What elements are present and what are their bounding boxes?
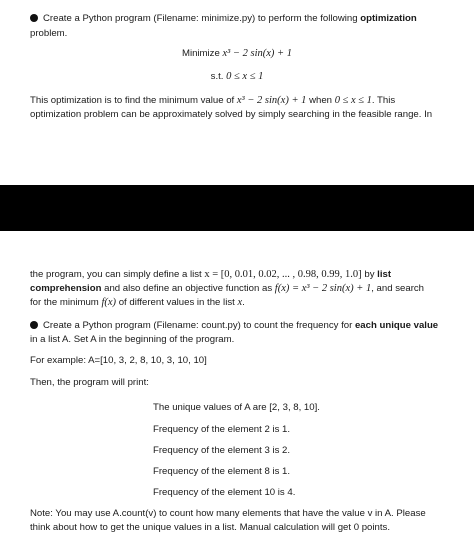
output-line-freq-10: Frequency of the element 10 is 4. (153, 487, 296, 498)
section1-desc-line1 (30, 94, 450, 108)
cont-text-a: the program, you can simply define a list (30, 269, 202, 280)
section1-intro-text: Create a Python program (Filename: minimize.py) to perform the following (43, 13, 361, 24)
bullet-icon (30, 321, 38, 329)
constraint-expression: 0 ≤ x ≤ 1 (226, 71, 264, 82)
output-line-freq-3: Frequency of the element 3 is 2. (153, 445, 291, 456)
fx-expression: f(x) (101, 297, 117, 308)
cont-text-b: by (364, 269, 375, 280)
objective-label: Minimize (181, 48, 220, 59)
section2-intro-bold: each unique value (354, 320, 439, 331)
objective-expression: x³ − 2 sin(x) + 1 (222, 48, 293, 59)
output-line-unique: The unique values of A are [2, 3, 8, 10]. (153, 402, 320, 413)
then-line: Then, the program will print: (30, 377, 149, 388)
constraint-label: s.t. (210, 71, 224, 82)
cont-text-e: for the minimum (30, 297, 99, 308)
example-line: For example: A=[10, 3, 2, 8, 10, 3, 10, 10] (30, 355, 207, 366)
section2-intro-line2: in a list A. Set A in the beginning of the program. (30, 334, 235, 345)
section2-intro-line1 (30, 319, 450, 333)
bullet-icon (30, 14, 38, 22)
cont-bold-comprehension: comprehension (30, 283, 102, 294)
black-band-divider (0, 185, 474, 231)
output-line-freq-2: Frequency of the element 2 is 1. (153, 424, 291, 435)
list-definition: x = [0, 0.01, 0.02, ... , 0.98, 0.99, 1.0] (204, 269, 362, 280)
desc-condition: 0 ≤ x ≤ 1 (334, 95, 372, 106)
desc-text-c: . This (371, 95, 396, 106)
section1-intro-bold: optimization (360, 13, 417, 24)
cont-text-g: . (242, 297, 245, 308)
section1-desc-line2: optimization problem can be approximately solved by simply searching in the feasible range. In (30, 109, 433, 120)
section2-intro-text: Create a Python program (Filename: count.py) to count the frequency for (43, 320, 355, 331)
cont-text-c: and also define an objective function as (104, 283, 273, 294)
cont-text-d: , and search (371, 283, 425, 294)
note-line2: think about how to get the unique values in a list. Manual calculation will get 0 points. (30, 522, 390, 533)
objective-function: f(x) = x³ − 2 sin(x) + 1 (274, 283, 372, 294)
x-variable: x (237, 297, 243, 308)
section1-cont-line1 (30, 268, 450, 282)
section1-cont-line3 (30, 296, 450, 310)
note-line1: Note: You may use A.count(v) to count how many elements that have the value v in A. Please (30, 508, 426, 519)
desc-expression: x³ − 2 sin(x) + 1 (236, 95, 307, 106)
section1-cont-line2 (30, 282, 450, 296)
desc-text-b: when (309, 95, 333, 106)
section1-intro-line2: problem. (30, 28, 68, 39)
desc-text-a: This optimization is to find the minimum value of (30, 95, 235, 106)
section1-intro-line1 (30, 12, 450, 26)
output-line-freq-8: Frequency of the element 8 is 1. (153, 466, 291, 477)
constraint-line (0, 70, 474, 84)
objective-line (0, 47, 474, 61)
cont-text-f: of different values in the list (118, 297, 235, 308)
cont-bold-list: list (377, 269, 392, 280)
